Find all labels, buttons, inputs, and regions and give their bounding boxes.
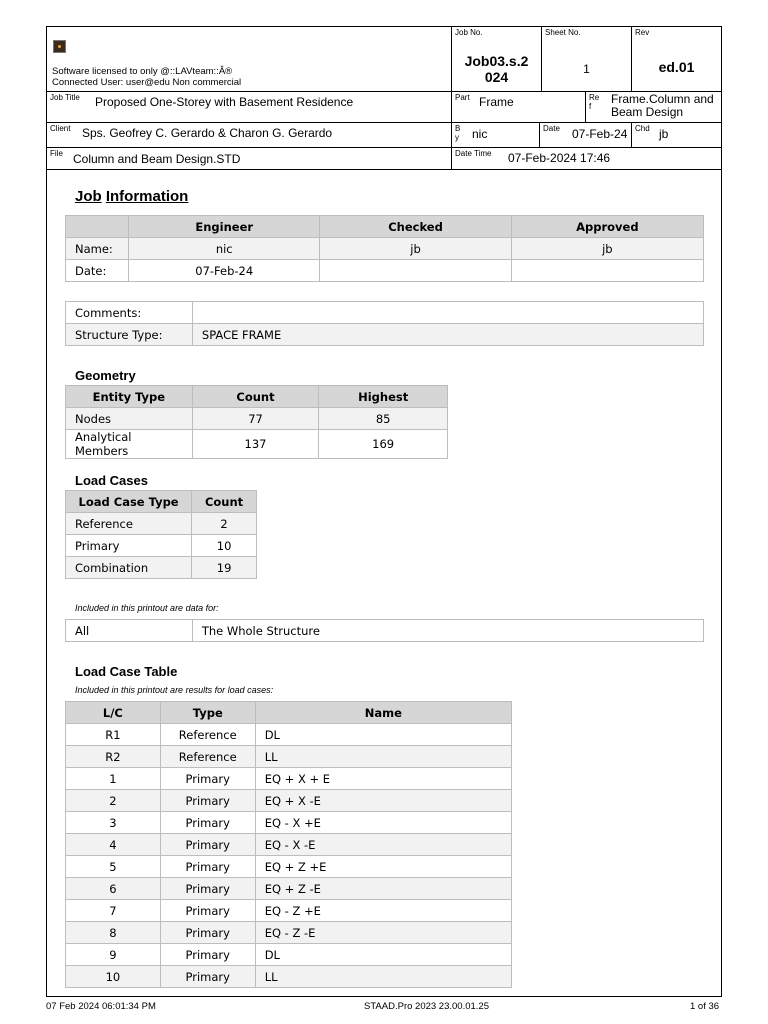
- job-info-cell: Name:: [66, 238, 129, 260]
- load-case-cell: 7: [66, 900, 161, 922]
- license-cell: [47, 27, 452, 92]
- load-cases-header: Load Case Type: [66, 491, 192, 513]
- load-case-table-header: Type: [160, 702, 255, 724]
- chd-label: Chd: [635, 124, 650, 133]
- load-case-cell: LL: [255, 966, 511, 988]
- page-frame: [46, 26, 722, 997]
- load-cases-cell: 10: [192, 535, 257, 557]
- license-line-2: Connected User: user@edu Non commercial: [52, 77, 242, 88]
- part-value: Frame: [479, 95, 514, 109]
- table-row: [66, 922, 512, 944]
- rev-label: Rev: [635, 28, 650, 37]
- table-row: [66, 878, 512, 900]
- table-row: [66, 408, 448, 430]
- table-row: [66, 944, 512, 966]
- load-case-cell: Primary: [160, 966, 255, 988]
- report-header: [47, 27, 721, 170]
- job-title-cell: [47, 92, 452, 123]
- table-row: [66, 768, 512, 790]
- load-cases-header: Count: [192, 491, 257, 513]
- table-row: [66, 620, 704, 642]
- load-case-table-header: Name: [255, 702, 511, 724]
- load-cases-title: Load Cases: [75, 473, 148, 488]
- part-cell: [452, 92, 586, 123]
- job-title-value: Proposed One-Storey with Basement Residence: [95, 95, 354, 109]
- date-value: 07-Feb-24: [572, 127, 628, 141]
- table-row: [66, 238, 704, 260]
- job-title-label: Job Title: [50, 93, 80, 102]
- table-row: [66, 513, 257, 535]
- load-case-cell: 8: [66, 922, 161, 944]
- load-case-cell: EQ - Z +E: [255, 900, 511, 922]
- table-row: [66, 302, 704, 324]
- by-cell: [452, 123, 540, 148]
- load-case-cell: 4: [66, 834, 161, 856]
- load-case-cell: Primary: [160, 834, 255, 856]
- job-information-title-part1: Job: [75, 188, 102, 205]
- load-case-cell: 10: [66, 966, 161, 988]
- client-value: Sps. Geofrey C. Gerardo & Charon G. Gerardo: [82, 126, 333, 140]
- load-case-cell: Primary: [160, 856, 255, 878]
- load-case-cell: Primary: [160, 900, 255, 922]
- load-case-cell: 5: [66, 856, 161, 878]
- geometry-header: Count: [192, 386, 319, 408]
- job-no-cell: [452, 27, 542, 92]
- sheet-no-cell: [542, 27, 632, 92]
- sheet-no-label: Sheet No.: [545, 28, 581, 37]
- load-case-cell: EQ + X -E: [255, 790, 511, 812]
- load-case-cell: EQ + Z +E: [255, 856, 511, 878]
- load-case-cell: EQ - X +E: [255, 812, 511, 834]
- datetime-value: 07-Feb-2024 17:46: [508, 151, 611, 165]
- geometry-cell: 77: [192, 408, 319, 430]
- job-info-cell: nic: [129, 238, 320, 260]
- table-row: [66, 900, 512, 922]
- job-no-label: Job No.: [455, 28, 483, 37]
- load-case-table-note: Included in this printout are results for load cases:: [75, 685, 274, 695]
- license-line-1: Software licensed to only @::LAVteam::Â®: [52, 66, 233, 77]
- job-info-cell: jb: [511, 238, 703, 260]
- ref-cell: [586, 92, 721, 123]
- sheet-no-value: 1: [583, 62, 590, 76]
- geometry-cell: 85: [319, 408, 448, 430]
- geometry-table: [65, 385, 448, 459]
- load-case-table-header: L/C: [66, 702, 161, 724]
- ref-label: Re f: [589, 93, 600, 111]
- geometry-cell: Analytical Members: [66, 430, 193, 459]
- part-label: Part: [455, 93, 470, 102]
- load-case-cell: Primary: [160, 878, 255, 900]
- by-label: B y: [455, 124, 461, 142]
- table-row: [66, 834, 512, 856]
- job-info-cell: Date:: [66, 260, 129, 282]
- comments-cell: Structure Type:: [66, 324, 193, 346]
- file-label: File: [50, 149, 63, 158]
- staad-logo-icon: [53, 40, 66, 53]
- footer-timestamp: 07 Feb 2024 06:01:34 PM: [46, 1001, 156, 1012]
- table-row: [66, 812, 512, 834]
- load-case-cell: LL: [255, 746, 511, 768]
- job-info-cell: 07-Feb-24: [129, 260, 320, 282]
- printout-cell: The Whole Structure: [192, 620, 703, 642]
- load-case-cell: Reference: [160, 746, 255, 768]
- load-case-cell: DL: [255, 724, 511, 746]
- load-case-cell: Primary: [160, 768, 255, 790]
- geometry-cell: Nodes: [66, 408, 193, 430]
- job-info-table: [65, 215, 704, 282]
- load-case-cell: Primary: [160, 944, 255, 966]
- client-label: Client: [50, 124, 71, 133]
- load-cases-cell: Reference: [66, 513, 192, 535]
- job-info-header: Checked: [320, 216, 511, 238]
- load-cases-cell: Primary: [66, 535, 192, 557]
- load-case-cell: Primary: [160, 922, 255, 944]
- chd-value: jb: [659, 127, 669, 141]
- load-case-cell: Primary: [160, 812, 255, 834]
- table-row: [66, 557, 257, 579]
- geometry-title: Geometry: [75, 368, 136, 383]
- datetime-label: Date Time: [455, 149, 492, 158]
- job-info-cell: jb: [320, 238, 511, 260]
- chd-cell: [632, 123, 721, 148]
- load-case-cell: 3: [66, 812, 161, 834]
- geometry-cell: 169: [319, 430, 448, 459]
- table-row: [66, 966, 512, 988]
- load-case-cell: EQ - Z -E: [255, 922, 511, 944]
- table-row: [66, 724, 512, 746]
- job-info-cell: [320, 260, 511, 282]
- client-cell: [47, 123, 452, 148]
- load-cases-table: [65, 490, 257, 579]
- datetime-cell: [452, 148, 721, 170]
- file-cell: [47, 148, 452, 170]
- printout-cell: All: [66, 620, 193, 642]
- load-cases-cell: Combination: [66, 557, 192, 579]
- table-row: [66, 324, 704, 346]
- printout-table: [65, 619, 704, 642]
- load-cases-cell: 19: [192, 557, 257, 579]
- load-case-cell: EQ + X + E: [255, 768, 511, 790]
- comments-cell: Comments:: [66, 302, 193, 324]
- rev-value: ed.01: [658, 59, 695, 75]
- date-label: Date: [543, 124, 560, 133]
- load-case-cell: Reference: [160, 724, 255, 746]
- footer-page-number: 1 of 36: [690, 1001, 720, 1012]
- ref-value: Frame.Column and Beam Design: [611, 92, 714, 119]
- load-cases-cell: 2: [192, 513, 257, 535]
- load-case-cell: R1: [66, 724, 161, 746]
- job-info-header: Engineer: [129, 216, 320, 238]
- table-row: [66, 790, 512, 812]
- printout-note: Included in this printout are data for:: [75, 603, 219, 613]
- file-value: Column and Beam Design.STD: [73, 152, 241, 166]
- job-info-header: Approved: [511, 216, 703, 238]
- rev-cell: [632, 27, 721, 92]
- date-cell: [540, 123, 632, 148]
- load-case-table-title: Load Case Table: [75, 664, 178, 679]
- job-info-header: [66, 216, 129, 238]
- job-no-value: Job03.s.2 024: [464, 53, 529, 85]
- geometry-header: Entity Type: [66, 386, 193, 408]
- geometry-cell: 137: [192, 430, 319, 459]
- load-case-cell: R2: [66, 746, 161, 768]
- table-row: [66, 430, 448, 459]
- comments-cell: [192, 302, 703, 324]
- comments-table: [65, 301, 704, 346]
- footer-version: STAAD.Pro 2023 23.00.01.25: [364, 1001, 489, 1012]
- geometry-header: Highest: [319, 386, 448, 408]
- load-case-cell: EQ + Z -E: [255, 878, 511, 900]
- job-info-cell: [511, 260, 703, 282]
- table-row: [66, 856, 512, 878]
- table-row: [66, 535, 257, 557]
- load-case-cell: 6: [66, 878, 161, 900]
- load-case-cell: DL: [255, 944, 511, 966]
- comments-cell: SPACE FRAME: [192, 324, 703, 346]
- load-case-cell: 2: [66, 790, 161, 812]
- load-case-table: [65, 701, 512, 988]
- load-case-cell: EQ - X -E: [255, 834, 511, 856]
- job-information-title: [75, 188, 188, 205]
- job-information-title-part2: Information: [105, 188, 189, 205]
- by-value: nic: [472, 127, 488, 141]
- load-case-cell: Primary: [160, 790, 255, 812]
- load-case-cell: 9: [66, 944, 161, 966]
- load-case-cell: 1: [66, 768, 161, 790]
- table-row: [66, 746, 512, 768]
- table-row: [66, 260, 704, 282]
